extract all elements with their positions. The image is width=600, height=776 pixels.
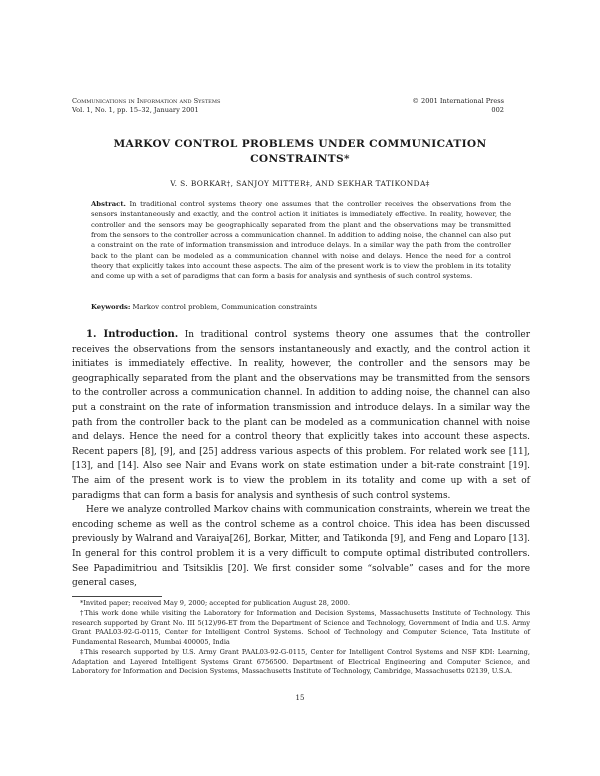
running-header-journal [72,97,220,114]
abstract-label: Abstract. [91,200,126,208]
copyright-code: 002 [491,105,504,114]
abstract [91,199,511,282]
footnote-mitter-tatikonda: ‡This research supported by U.S. Army Grant PAAL03-92-G-0115, Center for Intelligent Control Systems and NSF KDI: Learning, Adaptation and Layered Intelligent Systems Grant 6756500. Department of Electrical Engineering and Computer Science, and Laboratory for Information and Decision Systems, Massachusetts Institute of Technology, Cambridge, Massachusetts 02139, U.S.A. [72,647,530,676]
keywords-text: Markov control problem, Communication constraints [132,303,318,311]
section-heading: 1. Introduction. [86,329,179,340]
running-header-copyright [412,97,504,114]
page-number: 15 [295,694,305,702]
author-list: V. S. BORKAR†, SANJOY MITTER‡, AND SEKHAR TATIKONDA‡ [170,179,430,188]
abstract-text: In traditional control systems theory one assumes that the controller receives the observations from the sensors instantaneously and exactly, and the control action it initiates is immediately effective. In reality, however, the controller and the sensors may be geographically separated from the plant and the observations may be transmitted from the sensors to the controller across a communication channel. In addition to adding noise, the channel can also put a constraint on the rate of information transmission and introduce delays. In a similar way the path from the controller back to the plant can be modeled as a communication channel with noise and delays. Hence the need for a control theory that explicitly takes into account these aspects. The aim of the present work is to view the problem in its totality and come up with a set of paradigms that can form a basis for analysis and synthesis of such control systems. [91,200,511,281]
keywords [91,302,511,312]
footnotes [72,599,530,677]
introduction-section [72,328,530,591]
journal-volume: Vol. 1, No. 1, pp. 15–32, January 2001 [72,105,199,114]
keywords-label: Keywords: [91,303,131,311]
footnote-received: *Invited paper; received May 9, 2000; accepted for publication August 28, 2000. [80,599,350,607]
footnote-rule [72,596,162,597]
intro-paragraph-2: Here we analyze controlled Markov chains with communication constraints, wherein we treat the encoding scheme as well as the control scheme as a control choice. This idea has been discussed previously by Walrand and Varaiya[26], Borkar, Mitter, and Tatikonda [9], and Feng and Loparo [13]. In general for this control problem it is a very difficult to compute optimal distributed controllers. See Papadimitriou and Tsitsiklis [20]. We first consider some “solvable” cases and for the more general cases, [72,505,530,589]
intro-paragraph-1 [72,328,530,503]
intro-paragraph-1-text: In traditional control systems theory one assumes that the controller receives the observations from the sensors instantaneously and exactly, and the control action it initiates is immediately effective. In reality, however, the controller and the sensors may be geographically separated from the plant and the observations may be transmitted from the sensors to the controller across a communication channel. In addition to adding noise, the channel can also put a constraint on the rate of information transmission and introduce delays. In a similar way the path from the controller back to the plant can be modeled as a communication channel with noise and delays. Hence the need for a control theory that explicitly takes into account these aspects. Recent papers [8], [9], and [25] address various aspects of this problem. For related work see [11], [13], and [14]. Also see Nair and Evans work on state estimation under a bit-rate constraint [19]. The aim of the present work is to view the problem in its totality and come up with a set of paradigms that can form a basis for analysis and synthesis of such control systems. [72,330,530,501]
paper-title [0,137,600,166]
journal-name: Communications in Information and Systems [72,97,221,105]
footnote-borkar: †This work done while visiting the Laboratory for Information and Decision Systems, Massachusetts Institute of Technology. This research supported by Grant No. III 5(12)/96-ET from the Department of Science and Technology, Government of India and U.S. Army Grant PAAL03-92-G-0115, Center for Intelligent Control Systems. School of Technology and Computer Science, Tata Institute of Fundamental Research, Mumbai 400005, India [72,608,530,646]
title-line-1: MARKOV CONTROL PROBLEMS UNDER COMMUNICATION [113,138,487,150]
copyright-notice: © 2001 International Press [412,97,504,105]
title-line-2: CONSTRAINTS* [250,152,350,165]
